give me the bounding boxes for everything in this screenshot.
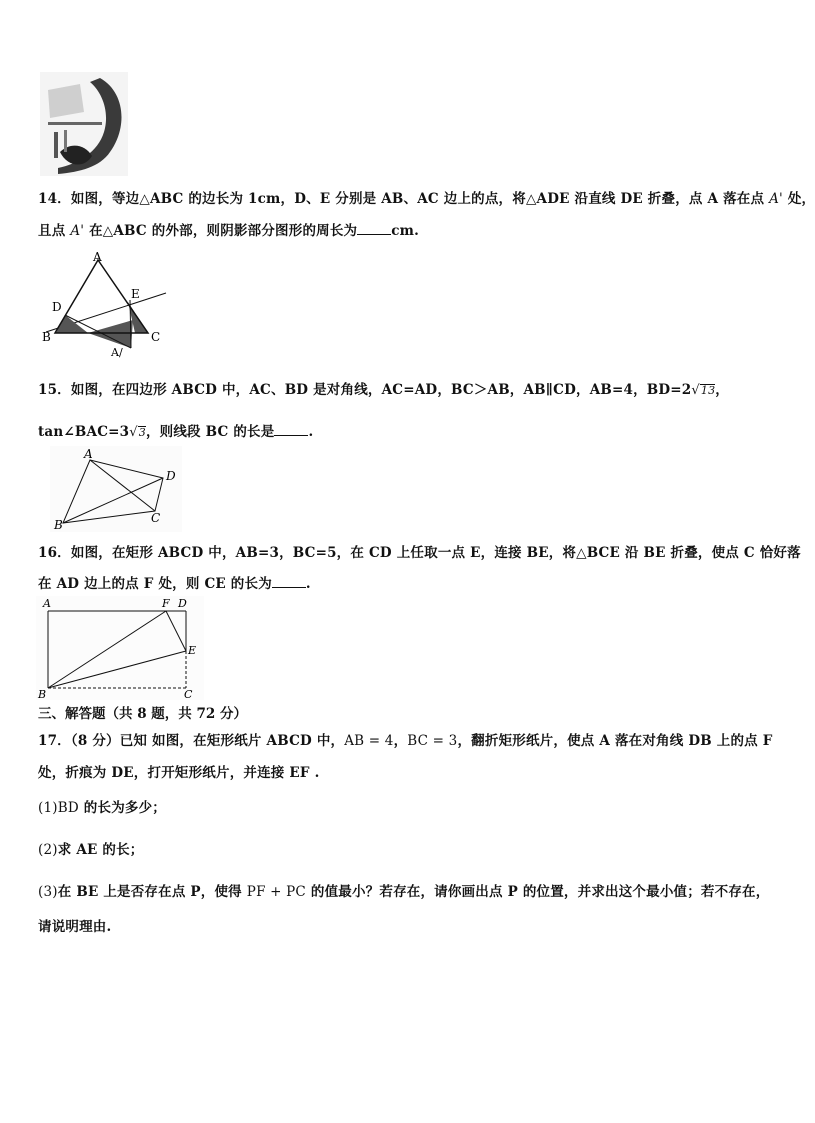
q15-quadrilateral-figure xyxy=(50,446,182,532)
label-A: A xyxy=(84,447,93,461)
label-E: E xyxy=(188,644,197,657)
q17-sub-1: (1)BD 的长为多少； xyxy=(38,800,166,816)
label-A: A xyxy=(93,250,102,264)
section-title: 三、解答题（共 8 题，共 72 分） xyxy=(38,706,247,722)
cover-thumbnail-image xyxy=(40,72,128,176)
label-B: B xyxy=(38,688,47,701)
answer-blank xyxy=(272,575,306,588)
label-C: C xyxy=(151,330,161,344)
q17-sub-3: (3)在 BE 上是否存在点 P，使得 PF + PC 的值最小？若存在，请你画出点 P 的位置，并求出这个最小值；若不存在， xyxy=(38,884,770,900)
label-C: C xyxy=(184,688,193,701)
answer-blank xyxy=(274,423,308,436)
label-D: D xyxy=(52,300,62,314)
label-A: A xyxy=(43,597,51,610)
q14-line-1: 14．如图，等边△ABC 的边长为 1cm，D、E 分别是 AB、AC 边上的点，将△ADE 沿直线 DE 折叠，点 A 落在点 A' 处， xyxy=(38,191,815,207)
q16-line-2: 在 AD 边上的点 F 处，则 CE 的长为 . xyxy=(38,576,311,592)
q17-sub-2: (2)求 AE 的长； xyxy=(38,842,144,858)
label-F: F xyxy=(162,597,170,610)
q15-line-1: 15．如图，在四边形 ABCD 中，AC、BD 是对角线，AC=AD，BC＞AB，AB∥CD，AB=4，BD=2√13， xyxy=(38,382,729,398)
q14-line-2: 且点 A' 在△ABC 的外部，则阴影部分图形的周长为 cm. xyxy=(38,223,420,239)
q17-line-2: 处，折痕为 DE，打开矩形纸片，并连接 EF . xyxy=(38,765,320,781)
label-C: C xyxy=(151,511,161,525)
q16-rectangle-figure xyxy=(36,596,204,700)
q17-line-1: 17．（8 分）已知 如图，在矩形纸片 ABCD 中，AB = 4，BC = 3，翻折矩形纸片，使点 A 落在对角线 DB 上的点 F xyxy=(38,733,773,749)
label-B: B xyxy=(54,518,63,532)
label-B: B xyxy=(42,330,51,344)
q14-triangle-figure xyxy=(38,248,173,360)
label-D: D xyxy=(178,597,187,610)
label-E: E xyxy=(131,287,140,301)
q17-sub-3-line-2: 请说明理由. xyxy=(38,919,112,935)
label-D: D xyxy=(166,469,176,483)
q15-line-2: tan∠BAC=3√3，则线段 BC 的长是 . xyxy=(38,424,314,440)
label-A-prime: A/ xyxy=(111,346,123,359)
answer-blank xyxy=(357,222,391,235)
q16-line-1: 16．如图，在矩形 ABCD 中，AB=3，BC=5，在 CD 上任取一点 E，连接 BE，将△BCE 沿 BE 折叠，使点 C 恰好落 xyxy=(38,545,801,561)
